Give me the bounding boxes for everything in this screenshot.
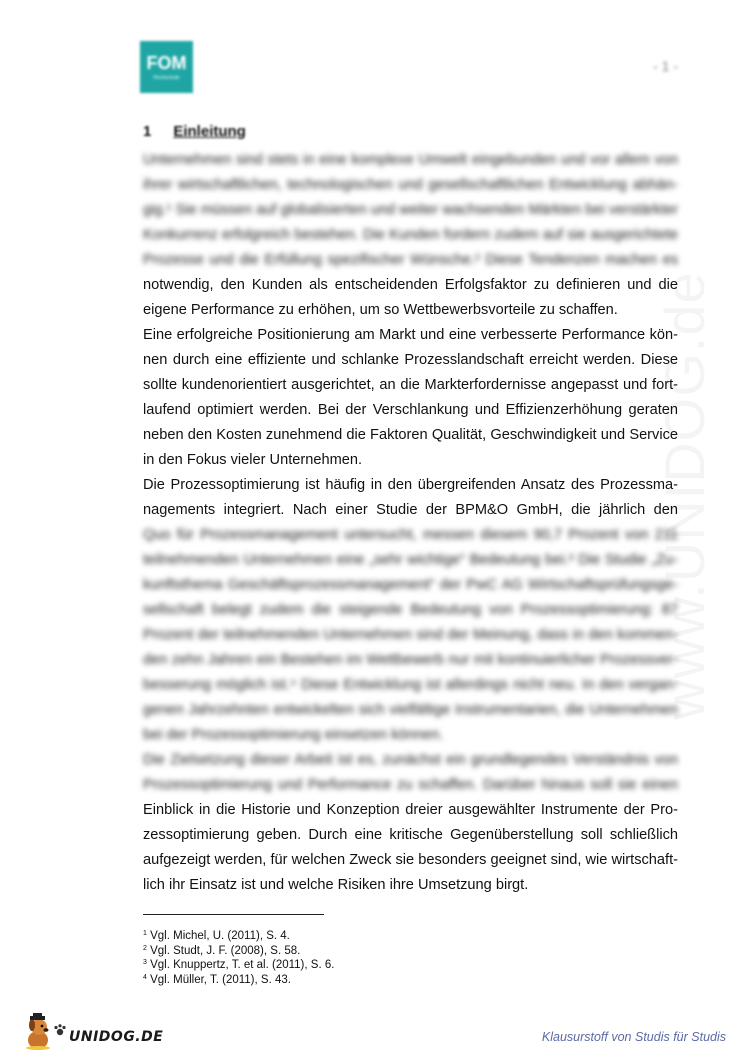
footnote-text: Vgl. Michel, U. (2011), S. 4. — [150, 930, 290, 942]
logo-text: FOM — [146, 52, 187, 73]
text-line: Quo für Prozessmanagement untersucht, messen diesem 90,7 Prozent von 211 — [143, 527, 678, 543]
text-line: genen Jahrzehnten entwickelten sich vielfältige Instrumentarien, die Unternehmen — [143, 702, 678, 718]
text-line: den zehn Jahren ein Bestehen im Wettbewerb nur mit kontinuierlicher Prozessver- — [143, 652, 678, 668]
text-line: nagements integriert. Nach einer Studie der BPM&O GmbH, die jährlich den — [143, 502, 678, 518]
footnote-number: 1 — [143, 930, 147, 937]
text-line: Prozent der teilnehmenden Unternehmen sind der Meinung, dass in den kommen- — [143, 627, 678, 643]
unidog-logo — [23, 1011, 163, 1051]
text-line: laufend optimiert werden. Bei der Verschlankung und Effizienzerhöhung geraten — [143, 402, 678, 418]
footnote-text: Vgl. Müller, T. (2011), S. 43. — [150, 973, 291, 986]
text-line: lich ihr Einsatz ist und welche Risiken ihre Umsetzung birgt. — [143, 877, 529, 893]
footnote — [143, 973, 334, 988]
logo-subtext: Hochschule — [153, 74, 180, 81]
text-line: Unternehmen sind stets in eine komplexe Umwelt eingebunden und vor allem von — [143, 152, 678, 168]
text-line: zessoptimierung geben. Durch eine kritische Gegenüberstellung soll schließlich — [143, 827, 678, 843]
text-line: in den Fokus vieler Unternehmen. — [143, 452, 363, 468]
page-number: - 1 - — [653, 58, 678, 74]
text-line: Einblick in die Historie und Konzeption dreier ausgewählter Instrumente der Pro- — [143, 802, 678, 818]
text-line: ihrer wirtschaftlichen, technologischen und gesellschaftlichen Entwicklung abhän- — [143, 177, 678, 193]
text-line: sollte kundenorientiert ausgerichtet, an die Markterfordernisse angepasst und fort- — [143, 377, 678, 393]
text-line: Die Prozessoptimierung ist häufig in den übergreifenden Ansatz des Prozessma- — [143, 477, 678, 493]
fom-logo — [140, 41, 193, 93]
text-line: bei der Prozessoptimierung einsetzen können. — [143, 727, 444, 743]
section-heading — [143, 123, 246, 140]
paw-icon — [53, 1023, 67, 1037]
footnote-text: Vgl. Studt, J. F. (2008), S. 58. — [150, 944, 301, 957]
text-line: Konkurrenz erfolgreich bestehen. Die Kunden fordern zudem auf sie ausgerichtete — [143, 227, 678, 243]
heading-title: Einleitung — [173, 123, 246, 140]
text-line: Prozessoptimierung und Performance zu schaffen. Darüber hinaus soll sie einen — [143, 777, 678, 793]
footnote — [143, 944, 334, 959]
text-line: Prozesse und die Erfüllung spezifischer Wünsche.² Diese Tendenzen machen es — [143, 252, 678, 268]
text-line: sellschaft belegt zudem die steigende Bedeutung von Prozessoptimierung: 87 — [143, 602, 678, 618]
text-line: aufgezeigt werden, für welchen Zweck sie besonders geeignet sind, wie wirtschaft- — [143, 852, 678, 868]
text-line: kunftsthema Geschäftsprozessmanagement“ der PwC AG Wirtschaftsprüfungsge- — [143, 577, 678, 593]
footnotes — [143, 929, 334, 987]
text-line: nen durch eine effiziente und schlanke Prozesslandschaft erreicht werden. Diese — [143, 352, 678, 368]
footnote — [143, 929, 334, 944]
brand-name: UNIDOG.DE — [69, 1029, 164, 1045]
text-line: besserung möglich ist.⁴ Diese Entwicklung ist allerdings nicht neu. In den vergan- — [143, 677, 678, 693]
body-text — [143, 148, 678, 898]
tagline: Klausurstoff von Studis für Studis — [541, 1030, 726, 1044]
footnote-number: 3 — [143, 959, 147, 966]
footnote-number: 2 — [143, 944, 147, 952]
footnote — [143, 958, 334, 973]
text-line: neben den Kosten zunehmend die Faktoren Qualität, Geschwindigkeit und Service — [143, 427, 678, 443]
footnote-text: Vgl. Knuppertz, T. et al. (2011), S. 6. — [150, 959, 335, 971]
footnote-rule — [143, 914, 324, 915]
text-line: Eine erfolgreiche Positionierung am Markt und eine verbesserte Performance kön- — [143, 327, 678, 343]
text-line: teilnehmenden Unternehmen eine „sehr wichtige“ Bedeutung bei.³ Die Studie „Zu- — [143, 552, 678, 568]
dog-icon — [23, 1013, 53, 1051]
heading-number: 1 — [143, 123, 152, 140]
footnote-number: 4 — [143, 973, 147, 981]
text-line: Die Zielsetzung dieser Arbeit ist es, zunächst ein grundlegendes Verständnis von — [143, 752, 678, 768]
text-line: eigene Performance zu erhöhen, um so Wettbewerbsvorteile zu schaffen. — [143, 302, 618, 318]
text-line: gig.¹ Sie müssen auf globalisierten und weiter wachsenden Märkten bei verstärkter — [143, 202, 678, 218]
text-line: notwendig, den Kunden als entscheidenden Erfolgsfaktor zu definieren und die — [143, 277, 678, 293]
